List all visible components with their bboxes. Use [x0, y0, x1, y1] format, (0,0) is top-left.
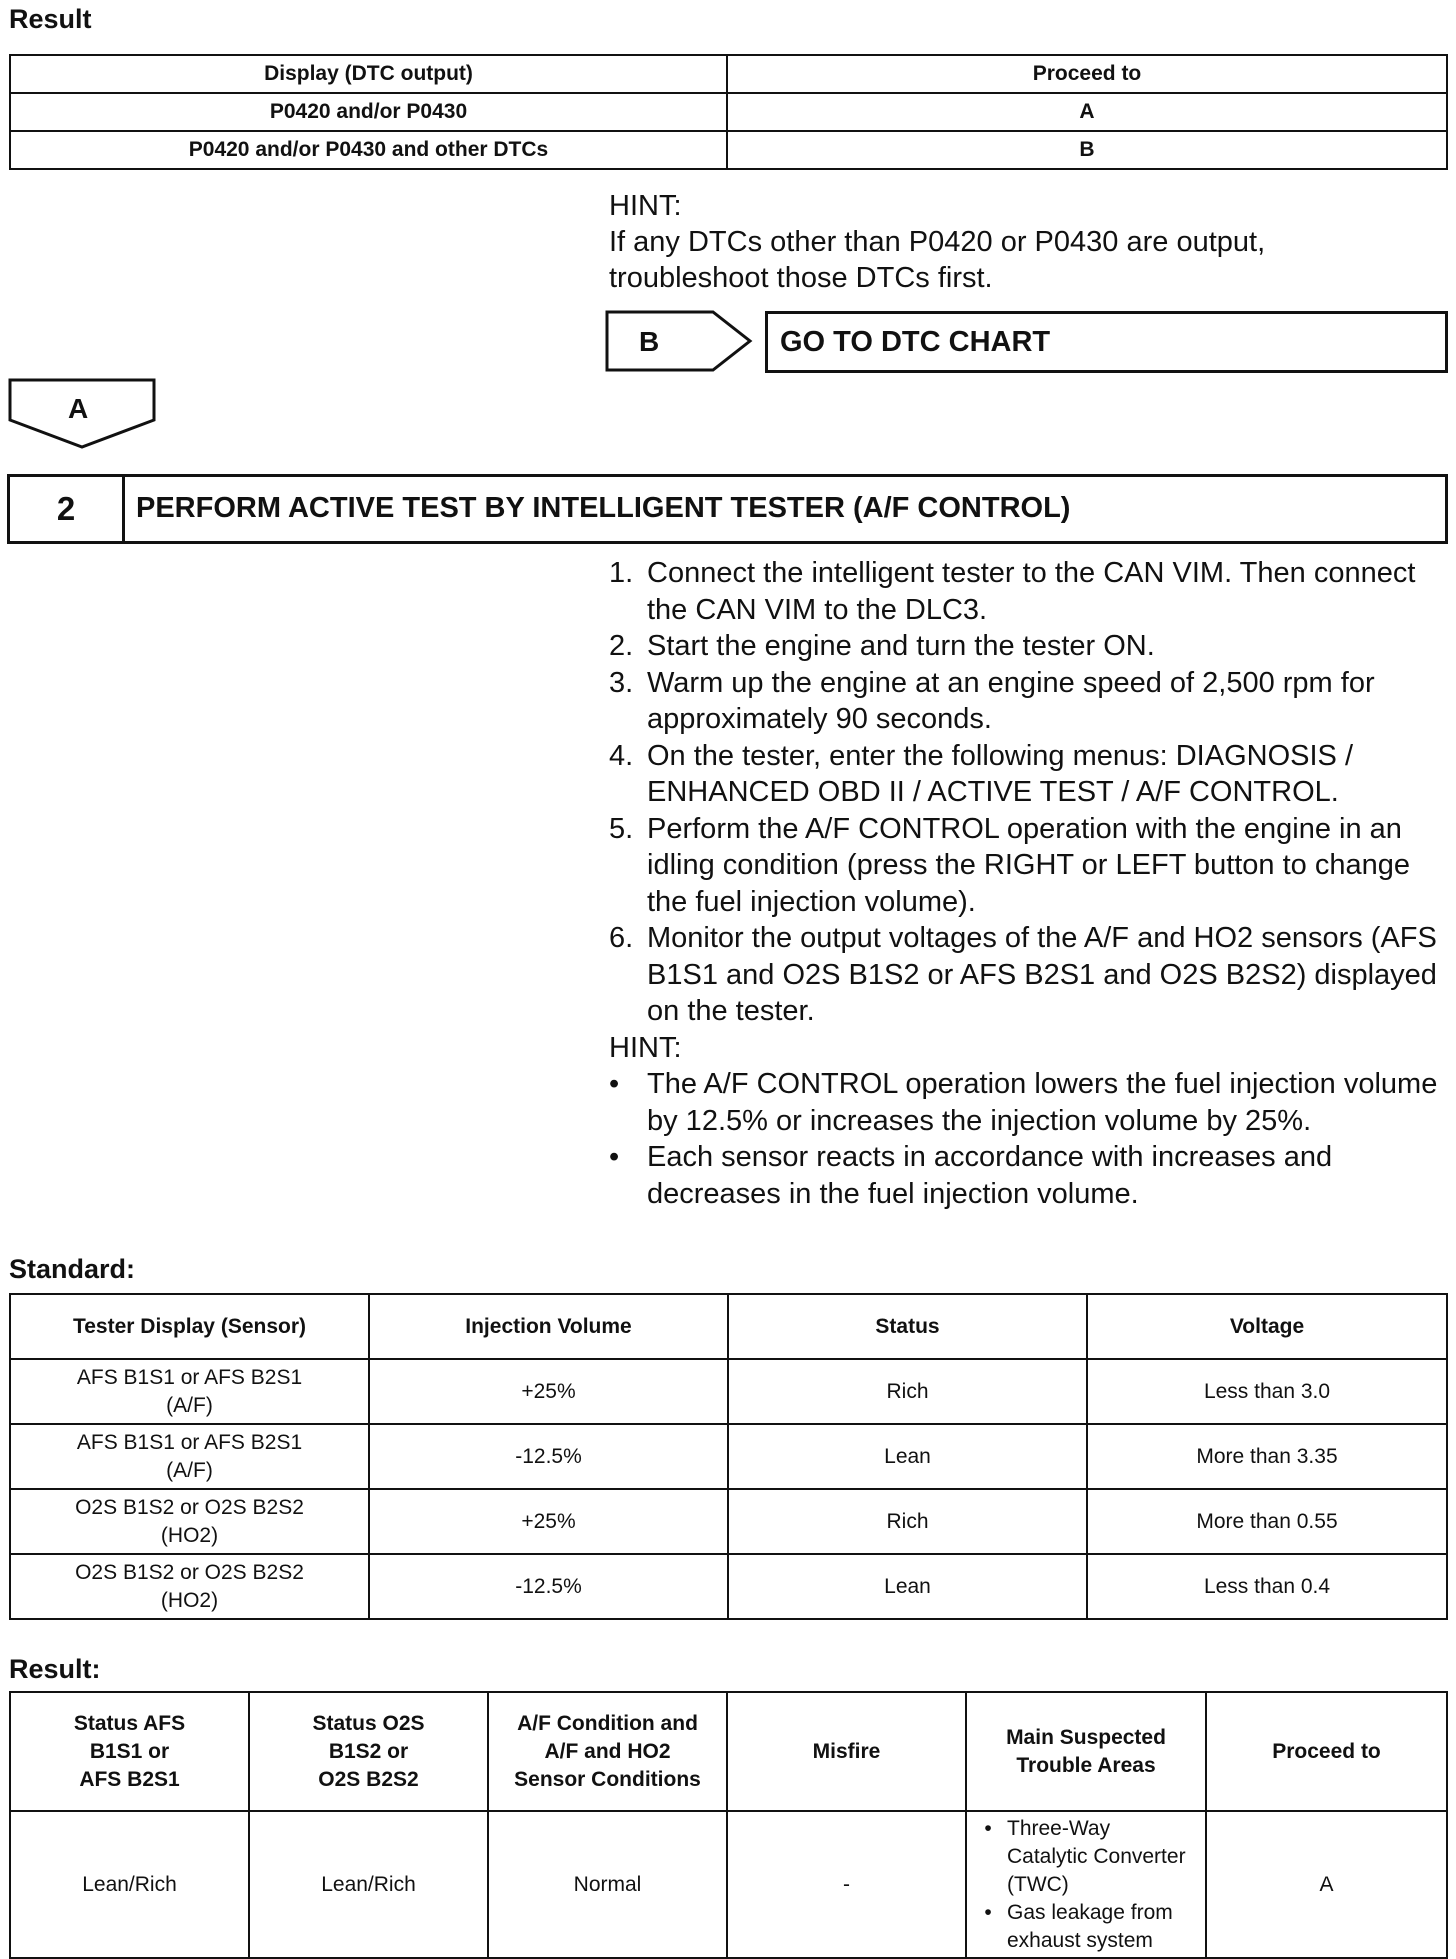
table-row	[10, 1554, 1447, 1619]
step-number: 2	[10, 477, 125, 541]
table-header-cell: Misfire	[727, 1692, 966, 1811]
table-header-cell: Main Suspected Trouble Areas	[966, 1692, 1206, 1811]
result-heading: Result	[9, 4, 92, 34]
table-cell: +25%	[369, 1489, 728, 1554]
table-cell: -	[727, 1811, 966, 1958]
table-cell: O2S B1S2 or O2S B2S2 (HO2)	[10, 1554, 369, 1619]
table-header-row	[10, 55, 1447, 93]
branch-a-letter: A	[68, 393, 89, 424]
step-2-header	[7, 474, 1448, 544]
table-header-cell: Status AFS B1S1 or AFS B2S1	[10, 1692, 249, 1811]
table-cell: AFS B1S1 or AFS B2S1 (A/F)	[10, 1359, 369, 1424]
hint-label: HINT:	[609, 190, 682, 222]
standard-heading: Standard:	[9, 1254, 136, 1284]
go-to-dtc-chart-button[interactable]	[765, 311, 1448, 373]
result2-heading: Result:	[9, 1654, 101, 1684]
dtc-result-table	[9, 54, 1448, 170]
step-num: 1.	[609, 557, 634, 589]
step-num: 6.	[609, 922, 634, 954]
bullet-text: The A/F CONTROL operation lowers the fuel injection volume by 12.5% or increases the injection volume by 25%.	[647, 1068, 1438, 1137]
hint-line: If any DTCs other than P0420 or P0430 are output,	[609, 226, 1266, 258]
list-item	[969, 1815, 1195, 1899]
step-text: On the tester, enter the following menus: DIAGNOSIS / ENHANCED OBD II / ACTIVE TEST / A/F CONTROL.	[647, 739, 1353, 808]
table-cell: -12.5%	[369, 1424, 728, 1489]
go-to-dtc-chart-label: GO TO DTC CHART	[780, 326, 1051, 358]
hint-block	[609, 188, 1439, 296]
branch-b-arrow-icon[interactable]	[605, 310, 755, 372]
branch-a-arrow-icon[interactable]	[8, 378, 158, 450]
step-num: 2.	[609, 630, 634, 662]
list-item	[969, 1899, 1195, 1955]
bullet-icon: •	[984, 1816, 992, 1840]
hint-label: HINT:	[609, 1031, 682, 1064]
table-row	[10, 1489, 1447, 1554]
list-item	[609, 1139, 1449, 1212]
result-table	[9, 1691, 1448, 1959]
table-header-row	[10, 1692, 1447, 1811]
table-row	[10, 1359, 1447, 1424]
table-cell: Lean/Rich	[10, 1811, 249, 1958]
trouble-areas-cell	[966, 1811, 1206, 1958]
table-cell: -12.5%	[369, 1554, 728, 1619]
list-item	[609, 811, 1449, 921]
table-header-cell: Proceed to	[727, 55, 1447, 93]
table-cell: B	[727, 131, 1447, 169]
table-row	[10, 93, 1447, 131]
list-item	[609, 738, 1449, 811]
step-num: 4.	[609, 739, 634, 772]
table-header-row	[10, 1294, 1447, 1359]
table-header-cell: Status	[728, 1294, 1087, 1359]
table-header-cell: Injection Volume	[369, 1294, 728, 1359]
list-item	[609, 555, 1449, 628]
table-cell: O2S B1S2 or O2S B2S2 (HO2)	[10, 1489, 369, 1554]
table-cell: Less than 0.4	[1087, 1554, 1447, 1619]
list-item	[609, 665, 1449, 738]
step-num: 3.	[609, 666, 634, 699]
table-header-cell: A/F Condition and A/F and HO2 Sensor Conditions	[488, 1692, 727, 1811]
step-text: Perform the A/F CONTROL operation with the engine in an idling condition (press the RIGHT or LEFT button to change the fuel injection volume).	[647, 812, 1411, 918]
list-item	[609, 628, 1449, 665]
table-row	[10, 131, 1447, 169]
table-cell: Less than 3.0	[1087, 1359, 1447, 1424]
step-text: Warm up the engine at an engine speed of 2,500 rpm for approximately 90 seconds.	[647, 666, 1375, 735]
table-cell: Rich	[728, 1359, 1087, 1424]
table-cell: Lean/Rich	[249, 1811, 488, 1958]
table-header-cell: Proceed to	[1206, 1692, 1447, 1811]
bullet-icon: •	[609, 1068, 620, 1100]
bullet-text: Three-Way Catalytic Converter (TWC)	[1007, 1816, 1186, 1896]
table-header-cell: Display (DTC output)	[10, 55, 727, 93]
table-cell: More than 0.55	[1087, 1489, 1447, 1554]
table-cell: P0420 and/or P0430 and other DTCs	[10, 131, 727, 169]
step-num: 5.	[609, 812, 634, 845]
list-item	[609, 920, 1449, 1030]
table-cell: Lean	[728, 1554, 1087, 1619]
table-header-cell: Tester Display (Sensor)	[10, 1294, 369, 1359]
table-cell: More than 3.35	[1087, 1424, 1447, 1489]
list-item	[609, 1066, 1449, 1139]
table-row	[10, 1424, 1447, 1489]
procedure-list	[609, 555, 1449, 1212]
table-header-cell: Voltage	[1087, 1294, 1447, 1359]
step-text: Connect the intelligent tester to the CAN VIM. Then connect the CAN VIM to the DLC3.	[647, 557, 1416, 626]
table-cell: A	[727, 93, 1447, 131]
hint-line: troubleshoot those DTCs first.	[609, 262, 993, 294]
table-cell: A	[1206, 1811, 1447, 1958]
table-cell: +25%	[369, 1359, 728, 1424]
bullet-text: Gas leakage from exhaust system	[1007, 1900, 1173, 1952]
table-cell: Normal	[488, 1811, 727, 1958]
table-cell: Lean	[728, 1424, 1087, 1489]
table-row	[10, 1811, 1447, 1958]
step-text: Monitor the output voltages of the A/F and HO2 sensors (AFS B1S1 and O2S B1S2 or AFS B2S1 and O2S B2S2) displayed on the tester.	[647, 922, 1437, 1027]
step-text: Start the engine and turn the tester ON.	[647, 630, 1155, 662]
standard-table	[9, 1293, 1448, 1620]
table-cell: P0420 and/or P0430	[10, 93, 727, 131]
table-cell: Rich	[728, 1489, 1087, 1554]
bullet-icon: •	[984, 1900, 992, 1924]
bullet-icon: •	[609, 1141, 620, 1173]
table-cell: AFS B1S1 or AFS B2S1 (A/F)	[10, 1424, 369, 1489]
branch-b-letter: B	[639, 326, 660, 357]
bullet-text: Each sensor reacts in accordance with increases and decreases in the fuel injection volume.	[647, 1141, 1333, 1210]
table-header-cell: Status O2S B1S2 or O2S B2S2	[249, 1692, 488, 1811]
step-title: PERFORM ACTIVE TEST BY INTELLIGENT TESTER (A/F CONTROL)	[136, 492, 1071, 524]
